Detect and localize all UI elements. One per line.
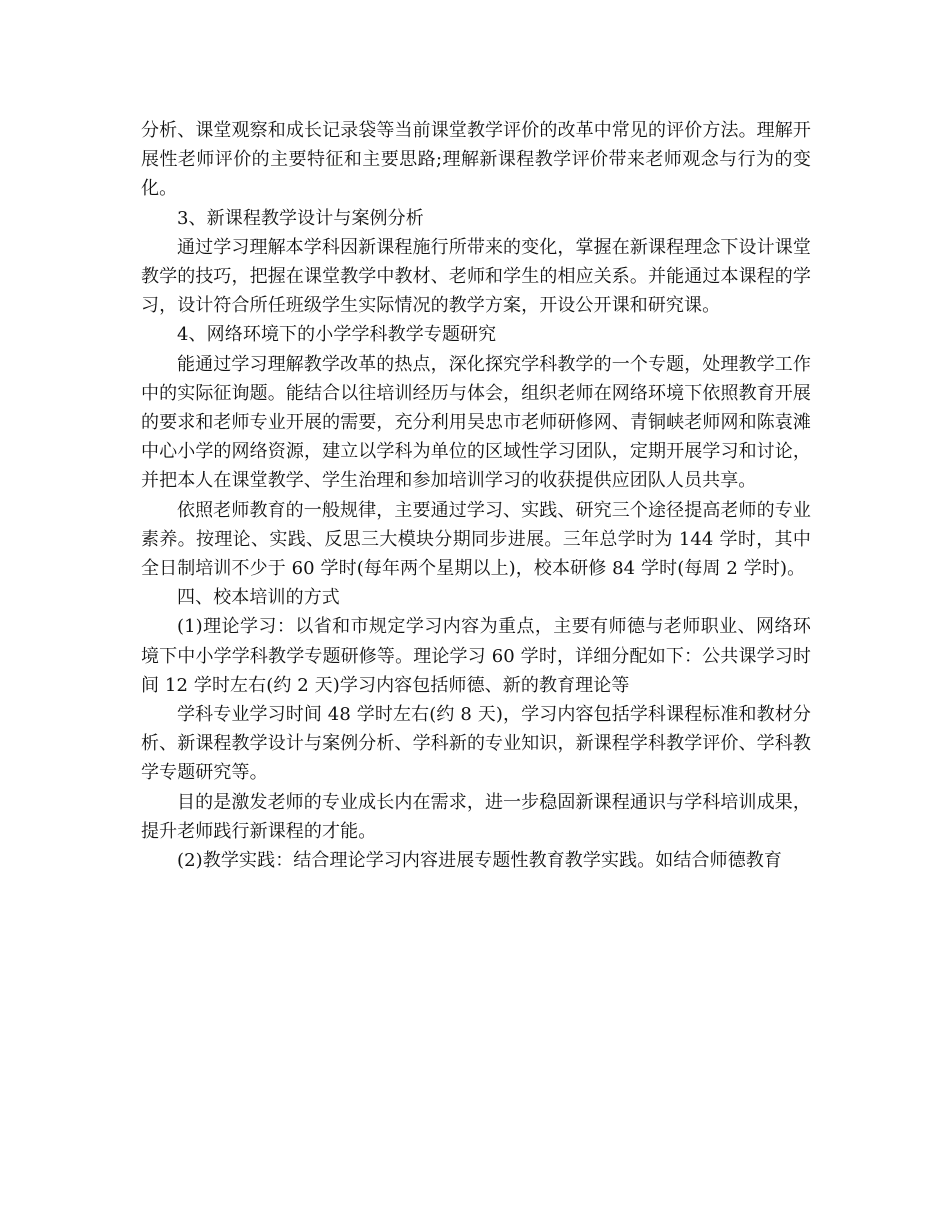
paragraph: 依照老师教育的一般规律，主要通过学习、实践、研究三个途径提高老师的专业素养。按理论、实践、反思三大模块分期同步进展。三年总学时为 144 学时，其中全日制培训不少于 60 学时(每年两个星期以上)，校本研修 84 学时(每周 2 学时)。 [141,499,811,580]
paragraph: 目的是激发老师的专业成长内在需求，进一步稳固新课程通识与学科培训成果，提升老师践行新课程的才能。 [141,791,811,842]
section-heading: 3、新课程教学设计与案例分析 [177,207,424,229]
section-heading: 4、网络环境下的小学学科教学专题研究 [177,324,497,346]
paragraph: 通过学习理解本学科因新课程施行所带来的变化，掌握在新课程理念下设计课堂教学的技巧，把握在课堂教学中教材、老师和学生的相应关系。并能通过本课程的学习，设计符合所任班级学生实际情况的教学方案，开设公开课和研究课。 [141,236,811,317]
section-heading: 四、校本培训的方式 [177,587,340,609]
paragraph: 能通过学习理解教学改革的热点，深化探究学科教学的一个专题，处理教学工作中的实际征询题。能结合以往培训经历与体会，组织老师在网络环境下依照教育开展的要求和老师专业开展的需要，充分利用吴忠市老师研修网、青铜峡老师网和陈袁滩中心小学的网络资源，建立以学科为单位的区域性学习团队，定期开展学习和讨论，并把本人在课堂教学、学生治理和参加培训学习的收获提供应团队人员共享。 [141,353,811,492]
paragraph: (1)理论学习：以省和市规定学习内容为重点，主要有师德与老师职业、网络环境下中小学学科教学专题研修等。理论学习 60 学时，详细分配如下：公共课学习时间 12 学时左右(约 2 天)学习内容包括师德、新的教育理论等 [141,616,811,696]
paragraph: 学科专业学习时间 48 学时左右(约 8 天)，学习内容包括学科课程标准和教材分析、新课程教学设计与案例分析、学科新的专业知识，新课程学科教学评价、学科教学专题研究等。 [141,704,811,784]
paragraph: 分析、课堂观察和成长记录袋等当前课堂教学评价的改革中常见的评价方法。理解开展性老师评价的主要特征和主要思路;理解新课程教学评价带来老师观念与行为的变化。 [141,120,811,200]
document-body [141,116,811,875]
paragraph: (2)教学实践：结合理论学习内容进展专题性教育教学实践。如结合师德教育 [177,850,782,872]
